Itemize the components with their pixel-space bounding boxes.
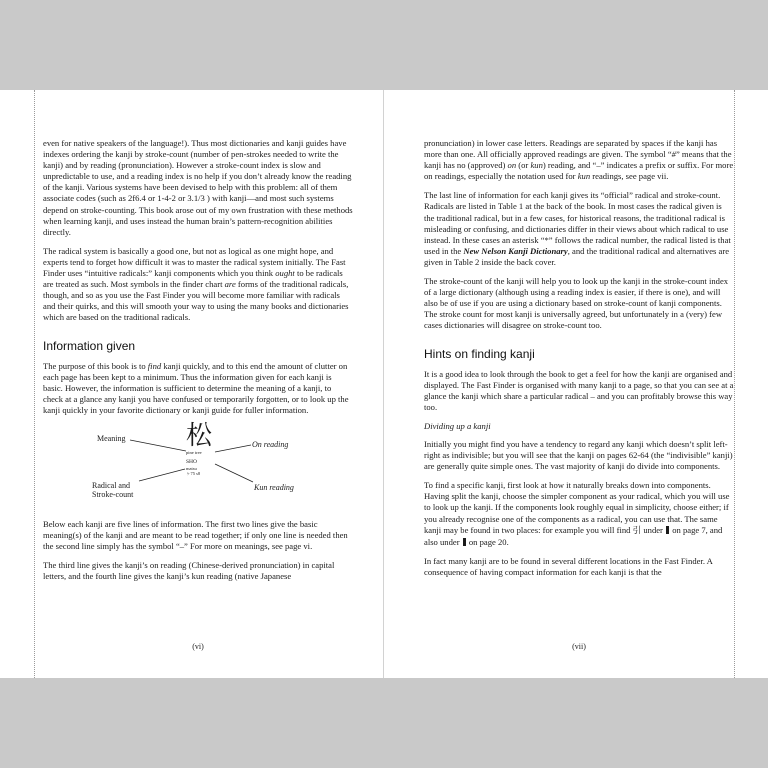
sample-meaning: pine tree [186, 449, 202, 455]
sample-on-reading: SHO [186, 458, 198, 465]
heading-information-given: Information given [43, 338, 136, 353]
label-stroke-count: Stroke-count [92, 489, 134, 499]
fact-paragraph: In fact many kanji are to be found in several different locations in the Fast Finder. A consequence of having compact information for each kanji is that the [424, 555, 713, 577]
right-page [424, 90, 734, 678]
book-gutter [383, 90, 384, 678]
purpose-paragraph: The purpose of this book is to find kanji quickly, and to this end the amount of clutter on each page has been kept to a minimum. Thus the information given for each kanji is basic. However, the information is sufficient to determine the meaning of a kanji, to check at a glance any kanji you have confused or temporarily forgotten, or to look up the kanji quickly in your favorite dictionary or kanji guide for fuller information. [43, 360, 349, 415]
sample-radical-strokes: ヶ75 s8 [186, 470, 201, 476]
hints-paragraph: It is a good idea to look through the book to get a feel for how the kanji are organised and displayed. The Fast Finder is organised with many kanji to a page, so that you can see at a glance the kanji which share a particular radical – and you can profitably browse this way too. [424, 368, 734, 412]
label-kun-reading: Kun reading [254, 482, 294, 492]
sample-kanji: 松 [186, 420, 213, 451]
right-page-edge [734, 90, 735, 678]
radical-system-paragraph: The radical system is basically a good one, but not as logical as one might hope, and experts tend to forget how difficult it was to master the radical system initially. The Fast Finder uses “intuitive radicals:” kanji components which you think ought to be radicals are treated as such. Most symbols in the finder chart are forms of the traditional radicals, though, and so as you use the Fast Finder you will become more familiar with radicals and their quirks, and this will smooth your way to using the many books and dictionaries which are based on the traditional radicals. [43, 245, 349, 323]
stroke-count-paragraph: The stroke-count of the kanji will help you to look up the kanji in the stroke-count index of a large dictionary (although using a reading index is easier, if there is one), and will also be of use if you are using a dictionary based on stroke-count of kanji components. The stroke count for most kanji is universally agreed, but unfortunately in a (very) few cases dictionaries will disagree on stroke-count too. [424, 276, 729, 331]
intro-paragraph: even for native speakers of the language!). Thus most dictionaries and kanji guides have indexes ordering the kanji by stroke-count (number of pen-strokes needed to write the kanji) and by reading (pronunciation). However a stroke-count index is slow and unpredictable to use, and a reading index is no help if you don’t already know the reading of the kanji. Various systems have been devised to help with this problem: all of them associate codes (such as 2f6.4 or 1-4-2 or 3.1/3 ) with kanji—and most such systems depend on stroke-counting. This book arose out of my own frustration with these methods when learning kanji, and uses instead the human brain’s pattern-recognition abilities directly. [43, 138, 353, 237]
initially-paragraph: Initially you might find you have a tendency to regard any kanji which doesn’t split left-right as indivisible; but you will see that the kanji on pages 62-64 (the “indivisible” kanji) are generally quite simple ones. The vast majority of kanji do divide into components. [424, 438, 733, 472]
page-number-right: (vii) [572, 642, 586, 651]
left-page [43, 90, 353, 678]
sample-kun-reading: matsu [186, 465, 197, 471]
label-meaning: Meaning [97, 433, 126, 443]
last-line-paragraph: The last line of information for each kanji gives its “official” radical and stroke-count. Radicals are listed in Table 1 at the back of the book. In most cases the radical given is the traditional radical, but in a few cases, for historical reasons, the traditional radical is misleading or confusing, and dictionaries differ in their views about which radical to use instead. In these cases an asterisk “*” follows the radical number, the radical listed is that used in the New Nelson Kanji Dictionary, and the traditional radical and alternatives are given in Table 2 inside the back cover. [424, 190, 731, 267]
label-on-reading: On reading [252, 439, 289, 449]
below-kanji-paragraph: Below each kanji are five lines of information. The first two lines give the basic meaning(s) of the kanji and are meant to be read together; if only one line is needed then the second line simply has the symbol “–” For more on meanings, see page vi. [43, 518, 348, 552]
subheading-dividing-kanji: Dividing up a kanji [424, 420, 491, 431]
kanji-entry-diagram [43, 420, 353, 510]
radical-glyph-icon [666, 526, 669, 534]
radical-glyph-icon [463, 538, 466, 546]
specific-kanji-paragraph: To find a specific kanji, first look at how it naturally breaks down into components. Having split the kanji, choose the simpler component as your radical, which you will use to look up the kanji. If the components look roughly equal in simplicity, choose either; if you already recognise one of the components as a radical, you can use that. The same kanji may be found in two places: for example you will find 引 under on page 7, and also under on page 20. [424, 480, 730, 547]
label-radical: Radical and [92, 480, 130, 490]
right-page-body [424, 138, 734, 585]
page-number-left: (vi) [192, 642, 204, 651]
left-page-body [43, 138, 353, 589]
pronunciation-paragraph: pronunciation) in lower case letters. Readings are separated by spaces if the kanji has more than one. All officially approved readings are given. The symbol “#” means that the kanji has no (approved) on (or kun) reading, and “–” indicates a prefix or suffix. For more on readings, especially the notation used for kun readings, see page vii. [424, 138, 734, 182]
heading-hints-finding-kanji: Hints on finding kanji [424, 346, 535, 361]
book-spread [0, 90, 768, 678]
left-page-edge [34, 90, 35, 678]
third-line-paragraph: The third line gives the kanji’s on reading (Chinese-derived pronunciation) in capital letters, and the fourth line gives the kanji’s kun reading (native Japanese [43, 560, 335, 582]
